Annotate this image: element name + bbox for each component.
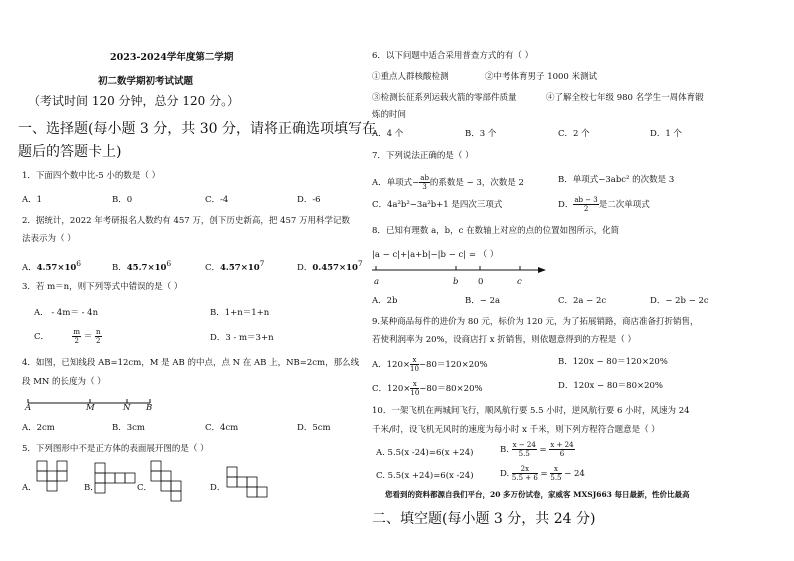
q4-option-d: D．5cm — [297, 423, 331, 433]
q2-option-d: D．$0.457\times 10^7$ — [297, 259, 363, 273]
q4-option-b: B．3cm — [112, 423, 145, 433]
q2-option-c: C．$4.57\times 10^7$ — [205, 259, 265, 273]
q1-option-d: D．-6 — [297, 195, 321, 205]
q10-option-c: C. 5.5(x +24)=6(x -24) — [376, 471, 474, 481]
q6-item4-line1: ④了解全校七年级 980 名学生一周体育锻 — [546, 93, 704, 103]
q6-option-c: C．2 个 — [558, 129, 590, 139]
axis-label-b: b — [453, 277, 459, 287]
q3-option-c: C． $\frac{m}{2}$ ＝ $\frac{n}{2}$ — [34, 328, 101, 345]
q3-option-b: B．1+n＝1+n — [210, 308, 270, 318]
net-d-figure — [226, 466, 276, 502]
q10-stem-line1: 10．一架飞机在两城间飞行，顺风航行要 5.5 小时，逆风航行要 6 小时，风速为 24 — [372, 406, 690, 416]
q1-option-c: C．-4 — [205, 195, 229, 205]
axis-label-c: c — [517, 277, 522, 287]
q6-item2: ②中考体育男子 1000 米测试 — [485, 72, 598, 82]
q10-watermark-note: 您看到的资料都源自我们平台，20 多万份试卷，家威客 MXSJ663 每日最新，性价比最高 — [385, 490, 690, 499]
q5-label-b: B． — [84, 483, 99, 493]
q6-item3: ③检测长征系列运载火箭的零部件质量 — [372, 93, 517, 103]
q3-option-d: D．3 - m＝3+n — [210, 333, 274, 343]
q6-option-a: A．4 个 — [372, 129, 404, 139]
q6-item4-line2: 炼的时间 — [372, 110, 407, 120]
point-b-label: B — [146, 403, 153, 413]
exam-note: （考试时间 120 分钟，总分 120 分。） — [28, 94, 240, 108]
q8-stem: 8．已知有理数 a，b，c 在数轴上对应的点的位置如图所示，化简 — [372, 226, 620, 236]
number-line — [370, 262, 550, 280]
q2-option-a: A．$4.57\times 10^6$ — [22, 259, 82, 273]
q3-stem: 3．若 m＝n，则下列等式中错误的是（ ） — [22, 282, 183, 292]
q1-stem: 1．下面四个数中比-5 小的数是（ ） — [22, 171, 161, 181]
q9-option-c: C．120× $\frac{x}{10}$ −80＝80×20% — [372, 380, 483, 397]
q10-option-b: B. $\frac{x - 24}{5.5}$ = $\frac{x + 24}{6}$ — [500, 441, 574, 458]
q4-stem-line2: 段 MN 的长度为（ ） — [22, 377, 106, 387]
point-m-label: M — [86, 403, 95, 413]
q8-option-b: B．− 2a — [465, 296, 501, 306]
point-a-label: A — [25, 403, 32, 413]
q7-option-a: A．单项式− $\frac{ab}{3}$ 的系数是 − 3，次数是 2 — [372, 174, 524, 191]
q5-label-c: C． — [137, 483, 153, 493]
q5-stem: 5．下列图形中不是正方体的表面展开图的是（ ） — [22, 444, 209, 454]
q8-option-a: A．2b — [372, 296, 398, 306]
q8-option-c: C．2a − 2c — [558, 296, 607, 306]
q6-item1: ①重点人群核酸检测 — [372, 72, 449, 82]
q10-option-a: A. 5.5(x -24)=6(x +24) — [376, 448, 474, 458]
q1-option-a: A．1 — [22, 195, 43, 205]
q9-stem-line1: 9.某种商品每件的进价为 80 元，标价为 120 元，为了拓展销路，商店准备打折销售， — [372, 317, 699, 327]
year-title: 2023-2024学年度第二学期 — [110, 52, 234, 63]
q6-option-d: D．1 个 — [650, 129, 682, 139]
q9-option-b: B．120x − 80＝120×20% — [558, 357, 668, 367]
point-n-label: N — [123, 403, 131, 413]
q9-option-d: D．120x − 80＝80×20% — [558, 381, 664, 391]
q4-option-c: C．4cm — [205, 423, 239, 433]
q5-label-a: A． — [22, 483, 37, 493]
q2-option-b: B．$45.7\times 10^6$ — [112, 259, 172, 273]
q1-option-b: B．0 — [112, 195, 133, 205]
q4-stem-line1: 4．如图，已知线段 AB=12cm，M 是 AB 的中点，点 N 在 AB 上，NB=2cm，那么线 — [22, 358, 360, 368]
q6-stem: 6．以下问题中适合采用普查方式的有（ ） — [372, 51, 534, 61]
axis-label-zero: 0 — [478, 277, 484, 287]
section1-title-line2: 题后的答题卡上) — [18, 144, 122, 160]
net-c-figure — [150, 460, 194, 504]
q2-stem-line1: 2．据统计，2022 年考研报名人数约有 457 万，创下历史新高，把 457 万用科学记数 — [22, 216, 351, 226]
q7-stem: 7．下列说法正确的是（ ） — [372, 151, 474, 161]
q10-option-d: D. $\frac{2x}{5.5 + 6}$ = $\frac{x}{5.5}$ − 24 — [500, 465, 585, 482]
q7-option-c: C．4a²b²−3a²b+1 是四次三项式 — [372, 200, 503, 210]
section2-title: 二、填空题(每小题 3 分，共 24 分) — [372, 511, 596, 527]
q7-option-b: B．单项式−3abc² 的次数是 3 — [558, 175, 675, 185]
q5-label-d: D． — [210, 483, 226, 493]
q7-option-d: D． $\frac{ab - 3}{2}$ 是二次单项式 — [558, 196, 650, 213]
q6-option-b: B．3 个 — [465, 129, 497, 139]
q3-option-a: A． - 4m＝ - 4n — [34, 308, 99, 318]
q9-stem-line2: 若使利润率为 20%，设商店打 x 折销售，则依题意得到的方程是（ ） — [372, 335, 636, 345]
exam-title: 初二数学期初考试试题 — [98, 76, 194, 87]
q4-option-a: A．2cm — [22, 423, 55, 433]
axis-label-a: a — [374, 277, 380, 287]
q8-option-d: D．− 2b − 2c — [650, 296, 709, 306]
q10-stem-line2: 千米/时，设飞机无风时的速度为每小时 x 千米，则下列方程符合题意是（ ） — [372, 425, 660, 435]
q9-option-a: A．120× $\frac{x}{10}$ −80＝120×20% — [372, 356, 488, 373]
net-b-figure — [94, 462, 138, 506]
section1-title-line1: 一、选择题(每小题 3 分，共 30 分，请将正确选项填写在 — [18, 121, 376, 137]
q8-expression: |a − c|+|a+b|−|b − c| = （ ） — [372, 250, 499, 260]
q2-stem-line2: 法表示为（ ） — [22, 234, 76, 244]
net-a-figure — [36, 460, 80, 504]
